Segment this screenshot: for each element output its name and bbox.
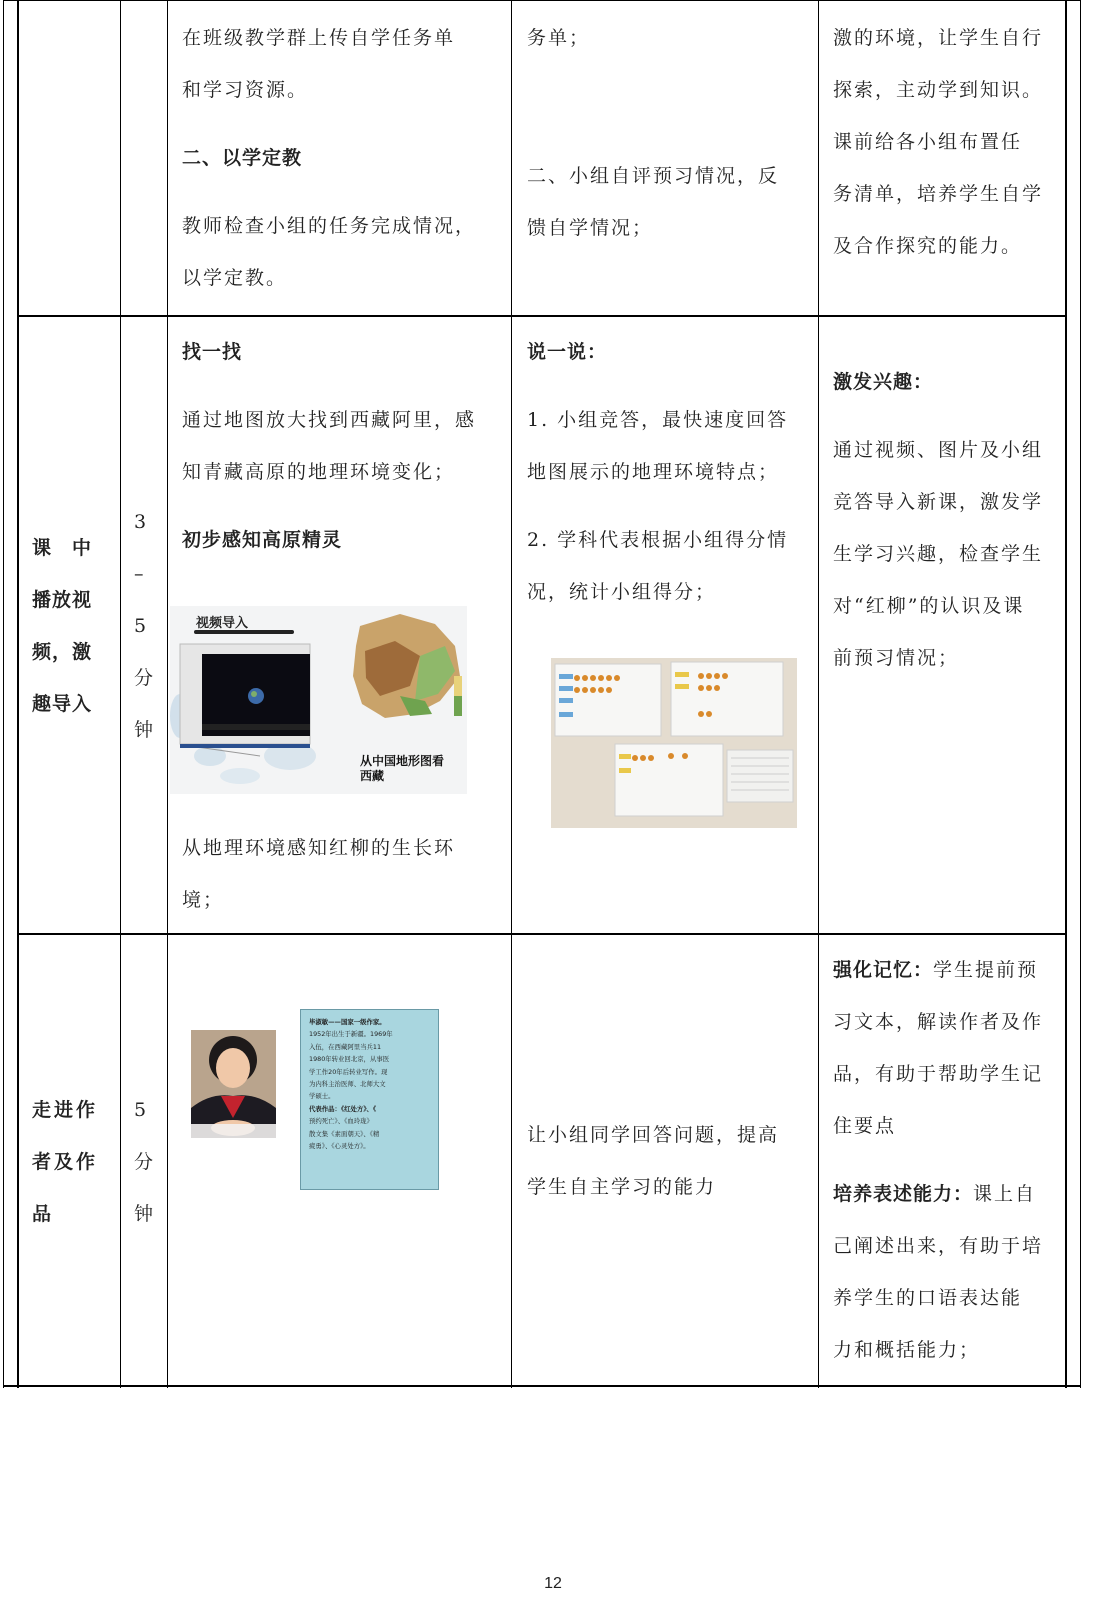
author-portrait — [191, 1030, 276, 1138]
row2-stage-line2: 播放视 — [32, 589, 93, 611]
table-col-line-3 — [511, 0, 512, 1388]
row3-intent-line4: 住要点 — [833, 1115, 897, 1137]
table-border-right — [1065, 0, 1067, 1388]
row1-teacher-cell — [182, 12, 507, 304]
row2-teacher-line2: 知青藏高原的地理环境变化； — [182, 461, 456, 483]
row2-student-heading: 说一说： — [527, 341, 608, 363]
card-line8: 代表作品：《红处方》、《 — [309, 1104, 377, 1113]
row3-time-cell — [134, 1084, 164, 1240]
table-row-line-1 — [17, 315, 1067, 317]
row1-intent-line4: 务清单，培养学生自学 — [833, 183, 1044, 205]
card-line11: 疲勇》、《心灵处方》。 — [309, 1142, 370, 1151]
row2-intent-heading: 激发兴趣： — [833, 371, 934, 393]
table-bottom-line — [3, 1385, 1081, 1387]
row2-student-line1: 1. 小组竞答，最快速度回答 — [527, 409, 789, 431]
row1-teacher-line3: 教师检查小组的任务完成情况， — [182, 215, 477, 237]
row1-student-cell — [527, 12, 812, 254]
row3-intent-line5-text: 课上自 — [973, 1183, 1037, 1205]
row2-stage-line3: 频，激 — [32, 641, 93, 663]
table-top-line — [3, 0, 1081, 1]
row2-student-cell — [527, 326, 812, 618]
card-line10: 散文集《素面朝天》、《精 — [309, 1129, 380, 1138]
row2-intent-line2: 竞答导入新课，激发学 — [833, 491, 1044, 513]
row2-time-2: – — [134, 563, 144, 585]
table-border-right-outer — [1080, 0, 1081, 1388]
row3-intent-heading-expression: 培养表述能力： — [833, 1183, 974, 1205]
row2-time-5: 钟 — [134, 719, 154, 741]
row2-intent-line3: 生学习兴趣，检查学生 — [833, 543, 1044, 565]
row2-teacher-cell-bottom — [182, 822, 507, 926]
row3-stage-line3: 品 — [32, 1203, 55, 1225]
row2-teacher-heading-find: 找一找 — [182, 341, 243, 363]
row2-teacher-heading-perceive: 初步感知高原精灵 — [182, 529, 343, 551]
table-border-left-outer — [3, 0, 4, 1388]
card-line6: 为内科主治医师、北师大文 — [309, 1080, 386, 1089]
table-col-line-2 — [167, 0, 168, 1388]
card-line3: 入伍，在西藏阿里当兵11 — [309, 1042, 382, 1051]
row3-time-2: 分 — [134, 1151, 154, 1173]
row3-intent-line1 — [833, 944, 1063, 996]
row1-intent-line3: 课前给各小组布置任 — [833, 131, 1023, 153]
row1-intent-line2: 探索，主动学到知识。 — [833, 79, 1044, 101]
row3-intent-line6: 己阐述出来，有助于培 — [833, 1235, 1044, 1257]
row2-time-cell — [134, 496, 164, 756]
row2-intent-cell — [833, 356, 1063, 684]
page-number: 12 — [544, 1575, 562, 1592]
row3-time-3: 钟 — [134, 1203, 154, 1225]
row2-teacher-line4: 境； — [182, 889, 225, 911]
row3-stage-line2: 者及作 — [32, 1151, 99, 1173]
row2-intent-line4: 对“红柳”的认识及课 — [833, 595, 1025, 617]
row3-student-cell — [527, 1109, 812, 1213]
row2-intent-line1: 通过视频、图片及小组 — [833, 439, 1044, 461]
row2-time-1: 3 — [134, 511, 147, 533]
row3-intent-heading-memory: 强化记忆： — [833, 959, 934, 981]
table-col-line-1 — [120, 0, 121, 1388]
row2-stage-line4: 趣导入 — [32, 693, 93, 715]
author-photo — [191, 1030, 276, 1138]
row2-student-line2: 地图展示的地理环境特点； — [527, 461, 780, 483]
scoreboard-photo — [551, 658, 797, 828]
row1-teacher-heading: 二、以学定教 — [182, 147, 303, 169]
table-col-line-4 — [818, 0, 819, 1388]
scoreboard-illustration — [551, 658, 797, 828]
card-line5: 学工作20年后转业写作。现 — [309, 1067, 388, 1076]
row2-stage-cell — [32, 522, 118, 730]
map-caption-line2: 西藏 — [360, 769, 385, 783]
row1-teacher-line4: 以学定教。 — [182, 267, 288, 289]
row2-stage-line1: 课 中 — [32, 537, 93, 559]
row1-student-line2: 二、小组自评预习情况，反 — [527, 165, 780, 187]
card-line9: 预约死亡》、《血玲珑》 — [309, 1117, 373, 1126]
row3-intent-line2: 习文本，解读作者及作 — [833, 1011, 1044, 1033]
row3-stage-line1: 走进作 — [32, 1099, 99, 1121]
row3-stage-cell — [32, 1084, 118, 1240]
row2-teacher-line1: 通过地图放大找到西藏阿里，感 — [182, 409, 477, 431]
card-line4: 1980年转业回北京，从事医 — [309, 1055, 390, 1064]
row1-intent-line1: 激的环境，让学生自行 — [833, 27, 1044, 49]
row1-student-line3: 馈自学情况； — [527, 217, 654, 239]
row2-student-line3: 2. 学科代表根据小组得分情 — [527, 529, 789, 551]
row3-intent-cell — [833, 944, 1063, 1376]
video-intro-title: 视频导入 — [196, 616, 249, 631]
row2-teacher-cell — [182, 326, 507, 566]
card-line1: 毕淑敏——国家一级作家。 — [309, 1018, 386, 1026]
row3-intent-line5 — [833, 1168, 1063, 1220]
row2-time-3: 5 — [134, 615, 147, 637]
row2-time-4: 分 — [134, 667, 154, 689]
row3-intent-line7: 养学生的口语表达能 — [833, 1287, 1023, 1309]
row2-student-line4: 况，统计小组得分； — [527, 581, 717, 603]
row3-intent-line8: 力和概括能力； — [833, 1339, 981, 1361]
row1-intent-line5: 及合作探究的能力。 — [833, 235, 1023, 257]
card-line2: 1952年出生于新疆。1969年 — [309, 1030, 393, 1039]
video-intro-slide-image — [170, 606, 467, 794]
row2-teacher-line3: 从地理环境感知红柳的生长环 — [182, 837, 456, 859]
row3-time-1: 5 — [134, 1099, 147, 1121]
row1-teacher-line1: 在班级教学群上传自学任务单 — [182, 27, 456, 49]
row3-intent-line3: 品，有助于帮助学生记 — [833, 1063, 1044, 1085]
row1-intent-cell — [833, 12, 1063, 272]
map-caption-line1: 从中国地形图看 — [360, 754, 445, 768]
card-line7: 学硕士。 — [309, 1092, 335, 1101]
row3-student-line1: 让小组同学回答问题，提高 — [527, 1124, 780, 1146]
author-bio-card — [300, 1009, 439, 1190]
row2-intent-line5: 前预习情况； — [833, 647, 960, 669]
row3-intent-line1-text: 学生提前预 — [933, 959, 1039, 981]
row3-student-line2: 学生自主学习的能力 — [527, 1176, 717, 1198]
table-border-left — [17, 0, 19, 1388]
table-row-line-2 — [17, 933, 1067, 935]
row1-student-line1: 务单； — [527, 27, 591, 49]
row1-teacher-line2: 和学习资源。 — [182, 79, 309, 101]
